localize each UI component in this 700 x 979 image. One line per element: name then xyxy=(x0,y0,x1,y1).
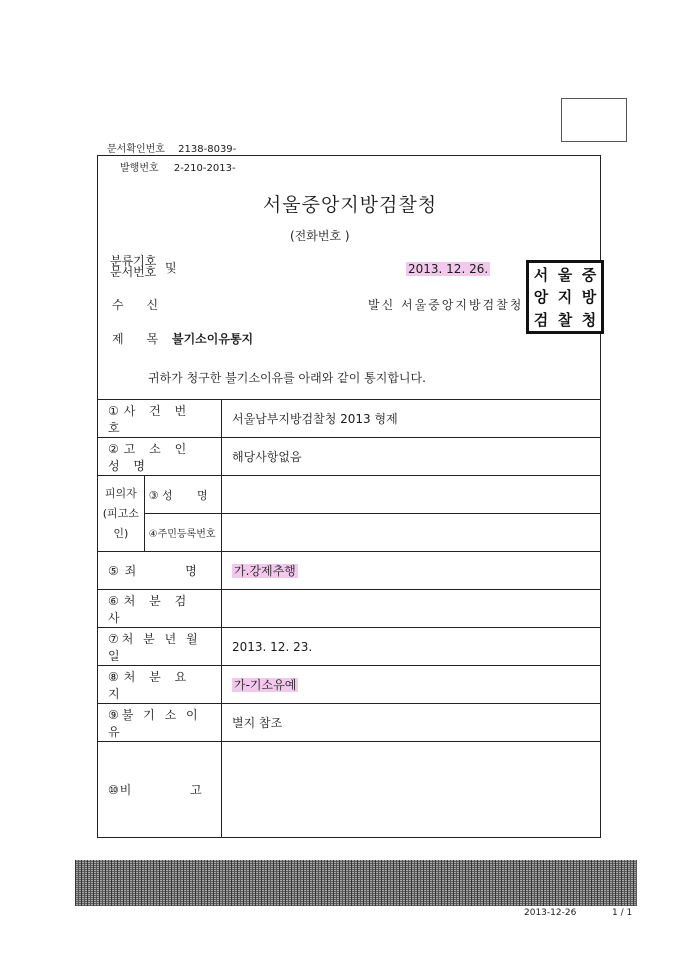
class-label-2: 문서번호 xyxy=(110,265,157,279)
security-barcode xyxy=(75,860,637,906)
table-row xyxy=(98,666,601,704)
name-label: ③ 성 명 xyxy=(144,476,221,514)
gist-value xyxy=(222,666,601,704)
crime-text: 가.강제추행 xyxy=(234,564,296,578)
suspect-label-1: 피의자 xyxy=(104,486,137,500)
suspect-label-2: (피고소인) xyxy=(102,506,139,540)
gist-label: ⑧처 분 요 지 xyxy=(98,666,222,704)
notice-table xyxy=(97,399,601,838)
sender: 발신 서울중앙지방검찰청 xyxy=(368,298,524,312)
issue-no-label: 발행번호 xyxy=(120,163,159,174)
seal-char: 찰 xyxy=(557,311,573,330)
table-row xyxy=(98,476,601,514)
id-label: ④주민등록번호 xyxy=(144,514,221,552)
stamp-box xyxy=(561,98,627,142)
phone-line: (전화번호 ) xyxy=(290,229,350,243)
issue-no-line xyxy=(120,159,236,174)
class-label-and: 및 xyxy=(165,261,177,275)
seal-char: 지 xyxy=(557,288,573,307)
disposition-date-label: ⑦처 분 년 월 일 xyxy=(98,628,222,666)
complainant-label: ②고 소 인 성 명 xyxy=(98,438,222,476)
table-row xyxy=(98,590,601,628)
complainant-value: 해당사항없음 xyxy=(222,438,601,476)
classification-label xyxy=(110,256,156,278)
table-row xyxy=(98,400,601,438)
seal-char: 방 xyxy=(581,288,597,307)
id-value xyxy=(222,514,601,552)
doc-confirm-number: 2138-8039- xyxy=(178,144,237,155)
disposition-date-value: 2013. 12. 23. xyxy=(222,628,601,666)
doc-confirm-label: 문서확인번호 xyxy=(107,144,165,155)
suspect-group-label xyxy=(98,476,145,552)
case-no-label: ①사 건 번 호 xyxy=(98,400,222,438)
reason-value: 별지 참조 xyxy=(222,704,601,742)
seal-char: 앙 xyxy=(533,288,549,307)
subject-label: 제 목 xyxy=(112,332,159,346)
intro-text: 귀하가 청구한 불기소이유를 아래와 같이 통지합니다. xyxy=(148,371,426,385)
name-value xyxy=(222,476,601,514)
seal-char: 검 xyxy=(533,311,549,330)
reason-label: ⑨불 기 소 이 유 xyxy=(98,704,222,742)
issue-no: 2-210-2013- xyxy=(173,163,236,174)
subject: 불기소이유통지 xyxy=(172,332,254,346)
table-row xyxy=(98,628,601,666)
seal-char: 중 xyxy=(581,265,597,284)
remarks-label: ⑩비 고 xyxy=(98,742,222,838)
crime-value xyxy=(222,552,601,590)
seal-char: 서 xyxy=(533,265,549,284)
recipient-label: 수 신 xyxy=(112,298,159,312)
seal-char: 울 xyxy=(557,265,573,284)
table-row xyxy=(98,438,601,476)
official-seal xyxy=(526,260,604,334)
seal-char: 청 xyxy=(581,311,597,330)
remarks-value xyxy=(222,742,601,838)
page-title: 서울중앙지방검찰청 xyxy=(262,194,438,216)
case-no-value: 서울남부지방검찰청 2013 형제 xyxy=(222,400,601,438)
table-row xyxy=(98,552,601,590)
table-row xyxy=(98,742,601,838)
table-row xyxy=(98,514,601,552)
gist-text: 가-기소유예 xyxy=(234,678,297,692)
issue-date-text: 2013. 12. 26. xyxy=(408,262,489,276)
crime-label: ⑤ 죄 명 xyxy=(98,552,222,590)
prosecutor-label: ⑥처 분 검 사 xyxy=(98,590,222,628)
footer-page: 1 / 1 xyxy=(612,908,633,918)
prosecutor-value xyxy=(222,590,601,628)
footer-date: 2013-12-26 xyxy=(524,908,577,918)
table-row xyxy=(98,704,601,742)
class-label-1: 분류기호 xyxy=(110,254,157,268)
doc-confirm-line xyxy=(107,140,236,155)
issue-date xyxy=(406,262,490,276)
